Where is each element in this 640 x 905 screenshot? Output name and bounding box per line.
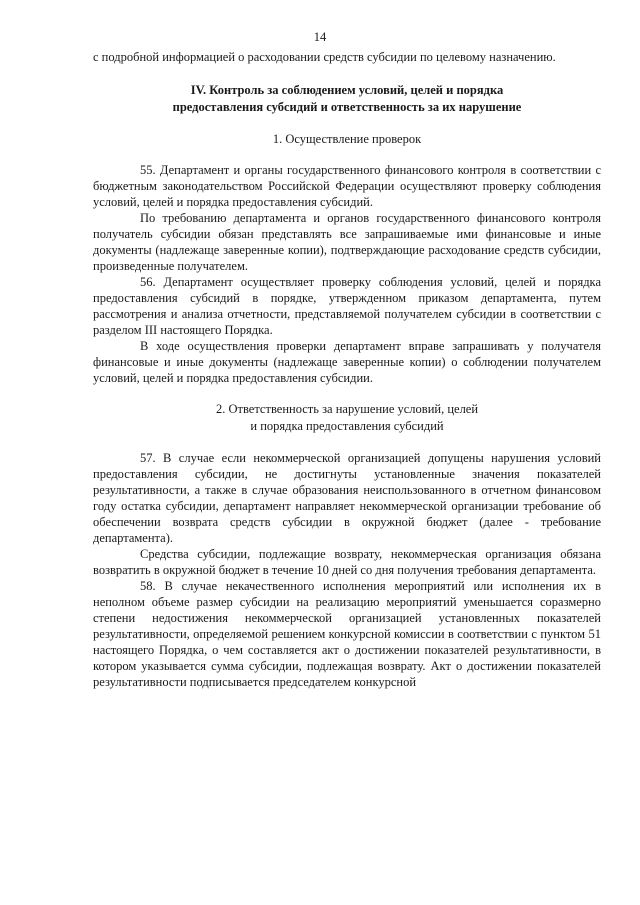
- paragraph-57-continued: Средства субсидии, подлежащие возврату, некоммерческая организация обязана возвратить в окружной бюджет в течение 10 дней со дня получения требования департамента.: [93, 547, 601, 577]
- paragraph-56: 56. Департамент осуществляет проверку соблюдения условий, целей и порядка предоставления субсидий в порядке, утвержденном приказом департамента, путем рассмотрения и анализа отчетности, представляемой получателем субсидии в соответствии с разделом III настоящего Порядка.: [93, 275, 601, 337]
- paragraph-57: 57. В случае если некоммерческой организацией допущены нарушения условий предоставления субсидии, не достигнуты установленные значения показателей результативности, а также в случае образования неиспользованного в отчетном финансовом году остатка субсидии, департамент направляет некоммерческой организации требование об обеспечении возврата средств субсидии в окружной бюджет (далее - требование департамента).: [93, 451, 601, 545]
- section-title-line-2: предоставления субсидий и ответственность за их нарушение: [172, 100, 522, 114]
- section-title-line-1: IV. Контроль за соблюдением условий, целей и порядка: [190, 83, 504, 97]
- paragraph-continuation: с подробной информацией о расходовании средств субсидии по целевому назначению.: [93, 50, 556, 64]
- subsection-title-line-2: и порядка предоставления субсидий: [250, 419, 444, 433]
- subsection-title-liability: [93, 401, 601, 435]
- paragraph-56-continued: В ходе осуществления проверки департамент вправе запрашивать у получателя финансовые и иные документы (надлежаще заверенные копии) о соблюдении получателем условий, целей и порядка предоставления субсидии.: [93, 339, 601, 385]
- paragraph-55-continued: По требованию департамента и органов государственного финансового контроля получатель субсидии обязан представлять все запрашиваемые ими финансовые и иные документы (надлежаще заверенные копии), подтверждающие расходование средств субсидии, произведенные получателем.: [93, 211, 601, 273]
- document-body: [93, 49, 601, 690]
- section-title: [93, 82, 601, 116]
- subsection-title-inspections: 1. Осуществление проверок: [272, 132, 422, 146]
- paragraph-55: 55. Департамент и органы государственного финансового контроля в соответствии с бюджетным законодательством Российской Федерации осуществляют проверку соблюдения условий, целей и порядка предоставления субсидий.: [93, 163, 601, 209]
- paragraph-58: 58. В случае некачественного исполнения мероприятий или исполнения их в неполном объеме размер субсидии на реализацию мероприятий уменьшается соразмерно степени недостижения некоммерческой организацией установленных показателей результативности, определяемой решением конкурсной комиссии в соответствии с пунктом 51 настоящего Порядка, о чем составляется акт о достижении показателей результативности, в котором указывается сумма субсидии, подлежащая возврату. Акт о достижении показателей результативности подписывается председателем конкурсной: [93, 579, 601, 689]
- subsection-title-line-1: 2. Ответственность за нарушение условий, целей: [215, 402, 479, 416]
- page-number: 14: [313, 30, 327, 44]
